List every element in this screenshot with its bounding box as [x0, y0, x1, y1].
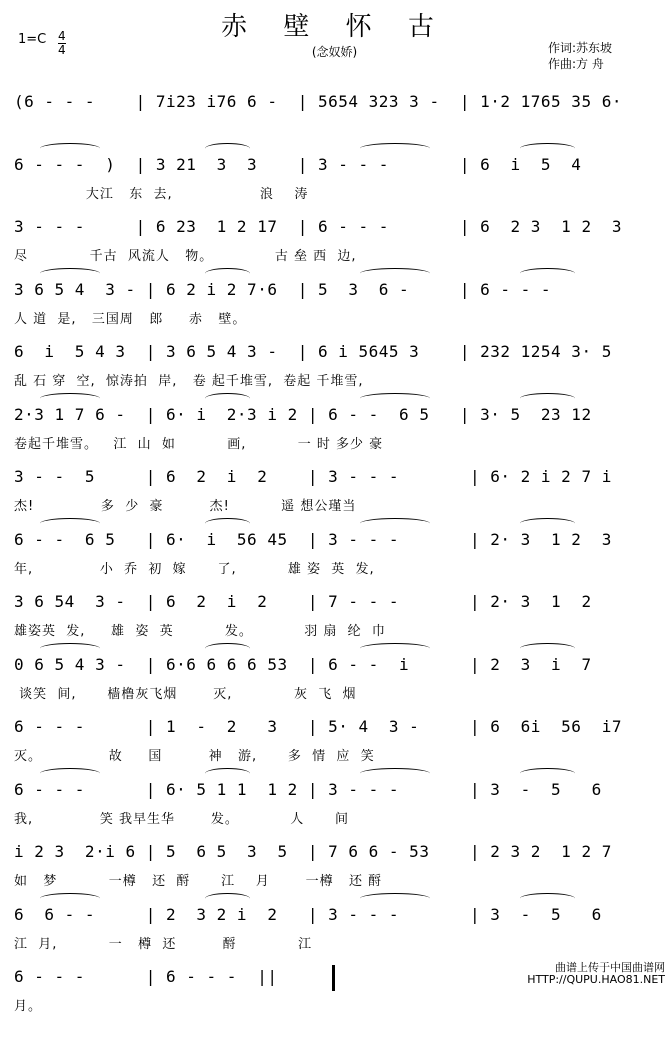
score-row — [0, 280, 669, 350]
score-row — [0, 530, 669, 600]
slur-mark — [520, 643, 575, 654]
slur-mark — [360, 643, 430, 654]
slur-mark — [520, 893, 575, 904]
lyrics-line: 人 道 是, 三国周 郎 赤 壁。 — [14, 311, 247, 327]
composer: 作曲:方 舟 — [548, 57, 604, 71]
slur-mark — [205, 268, 250, 279]
site-footer — [527, 962, 665, 986]
slur-mark — [40, 143, 100, 154]
notation-line: 6 i 5 4 3 | 3 6 5 4 3 - | 6 i 5645 3 | 232 1254 3· 5 — [14, 342, 612, 361]
slur-mark — [205, 893, 250, 904]
lyrics-line: 江 月, 一 樽 还 酹 江 — [14, 936, 313, 952]
slur-mark — [520, 268, 575, 279]
notation-line: 3 - - - | 6 23 1 2 17 | 6 - - - | 6 2 3 1 2 3 — [14, 217, 622, 236]
slur-mark — [40, 893, 100, 904]
slur-mark — [40, 518, 100, 529]
notation-line: 6 6 - - | 2 3 2 i 2 | 3 - - - | 3 - 5 6 — [14, 904, 602, 924]
notation-line: 3 - - 5 | 6 2 i 2 | 3 - - - | 6· 2 i 2 7 i — [14, 467, 612, 486]
notation-line: i 2 3 2·i 6 | 5 6 5 3 5 | 7 6 6 - 53 | 2 3 2 1 2 7 — [14, 842, 612, 861]
meter-numerator: 4 — [58, 29, 66, 43]
slur-mark — [205, 393, 250, 404]
lyricist: 作词:苏东坡 — [548, 41, 613, 55]
lyrics-line: 雄姿英 发, 雄 姿 英 发。 羽 扇 纶 巾 — [14, 624, 386, 639]
lyrics-line: 乱 石 穿 空, 惊涛拍 岸, 卷 起千堆雪, 卷起 千堆雪, — [14, 374, 364, 389]
notation-line: 6 - - - | 6 - - - || — [14, 967, 278, 986]
slur-mark — [205, 768, 250, 779]
notation-line: 6 - - - | 1 - 2 3 | 5· 4 3 - | 6 6i 56 i7 — [14, 717, 622, 736]
slur-mark — [205, 643, 250, 654]
slur-mark — [360, 768, 430, 779]
slur-mark — [360, 268, 430, 279]
slur-mark — [520, 518, 575, 529]
lyrics-line: 谈笑 间, 樯橹灰飞烟 灭, 灰 飞 烟 — [14, 686, 357, 702]
slur-mark — [40, 643, 100, 654]
lyrics-line: 月。 — [14, 999, 43, 1014]
notation-line: 2·3 1 7 6 - | 6· i 2·3 i 2 | 6 - - 6 5 | 3· 5 23 12 — [14, 404, 592, 424]
slur-mark — [520, 393, 575, 404]
notation-line: (6 - - - | 7i23 i76 6 - | 5654 323 3 - | 1·2 1765 35 6· — [14, 92, 622, 111]
lyrics-line: 大江 东 去, 浪 涛 — [14, 186, 309, 202]
time-signature — [58, 30, 66, 57]
notation-line: 3 6 5 4 3 - | 6 2 i 2 7·6 | 5 3 6 - | 6 - - - — [14, 279, 552, 299]
slur-mark — [360, 518, 430, 529]
slur-mark — [520, 768, 575, 779]
lyrics-line: 卷起千堆雪。 江 山 如 画, 一 时 多少 豪 — [14, 436, 384, 452]
score-row — [0, 155, 669, 225]
notation-line: 3 6 54 3 - | 6 2 i 2 | 7 - - - | 2· 3 1 2 — [14, 592, 592, 611]
slur-mark — [520, 143, 575, 154]
notation-line: 6 - - - | 6· 5 1 1 1 2 | 3 - - - | 3 - 5 6 — [14, 779, 602, 799]
footer-line-1: 曲谱上传于中国曲谱网 — [555, 961, 665, 974]
slur-mark — [205, 143, 250, 154]
lyrics-line: 尽 千古 风流人 物。 古 垒 西 边, — [14, 249, 357, 264]
song-title: 赤 壁 怀 古 — [221, 12, 448, 42]
score-row — [0, 780, 669, 850]
score-row — [0, 405, 669, 475]
key-signature: 1=C — [18, 32, 47, 47]
slur-mark — [40, 393, 100, 404]
lyrics-line: 年, 小 乔 初 嫁 了, 雄 姿 英 发, — [14, 561, 375, 577]
lyrics-line: 我, 笑 我早生华 发。 人 间 — [14, 811, 350, 827]
slur-mark — [205, 518, 250, 529]
lyrics-line: 杰! 多 少 豪 杰! 遥 想公瑾当 — [14, 499, 357, 514]
slur-mark — [360, 393, 430, 404]
slur-mark — [40, 268, 100, 279]
lyrics-line: 如 梦 一樽 还 酹 江 月 一樽 还 酹 — [14, 874, 383, 889]
slur-mark — [360, 893, 430, 904]
song-subtitle: (念奴娇) — [311, 45, 358, 59]
score-row — [0, 655, 669, 725]
final-barline — [332, 965, 335, 991]
lyrics-line: 灭。 故 国 神 游, 多 情 应 笑 — [14, 749, 375, 764]
notation-line: 6 - - - ) | 3 21 3 3 | 3 - - - | 6 i 5 4 — [14, 154, 582, 174]
credits — [548, 40, 612, 72]
slur-mark — [40, 768, 100, 779]
footer-line-2: HTTP://QUPU.HAO81.NET — [527, 973, 665, 986]
slur-mark — [360, 143, 430, 154]
notation-line: 6 - - 6 5 | 6· i 56 45 | 3 - - - | 2· 3 1 2 3 — [14, 529, 612, 549]
notation-line: 0 6 5 4 3 - | 6·6 6 6 6 53 | 6 - - i | 2 3 i 7 — [14, 654, 592, 674]
meter-denominator: 4 — [58, 43, 66, 57]
